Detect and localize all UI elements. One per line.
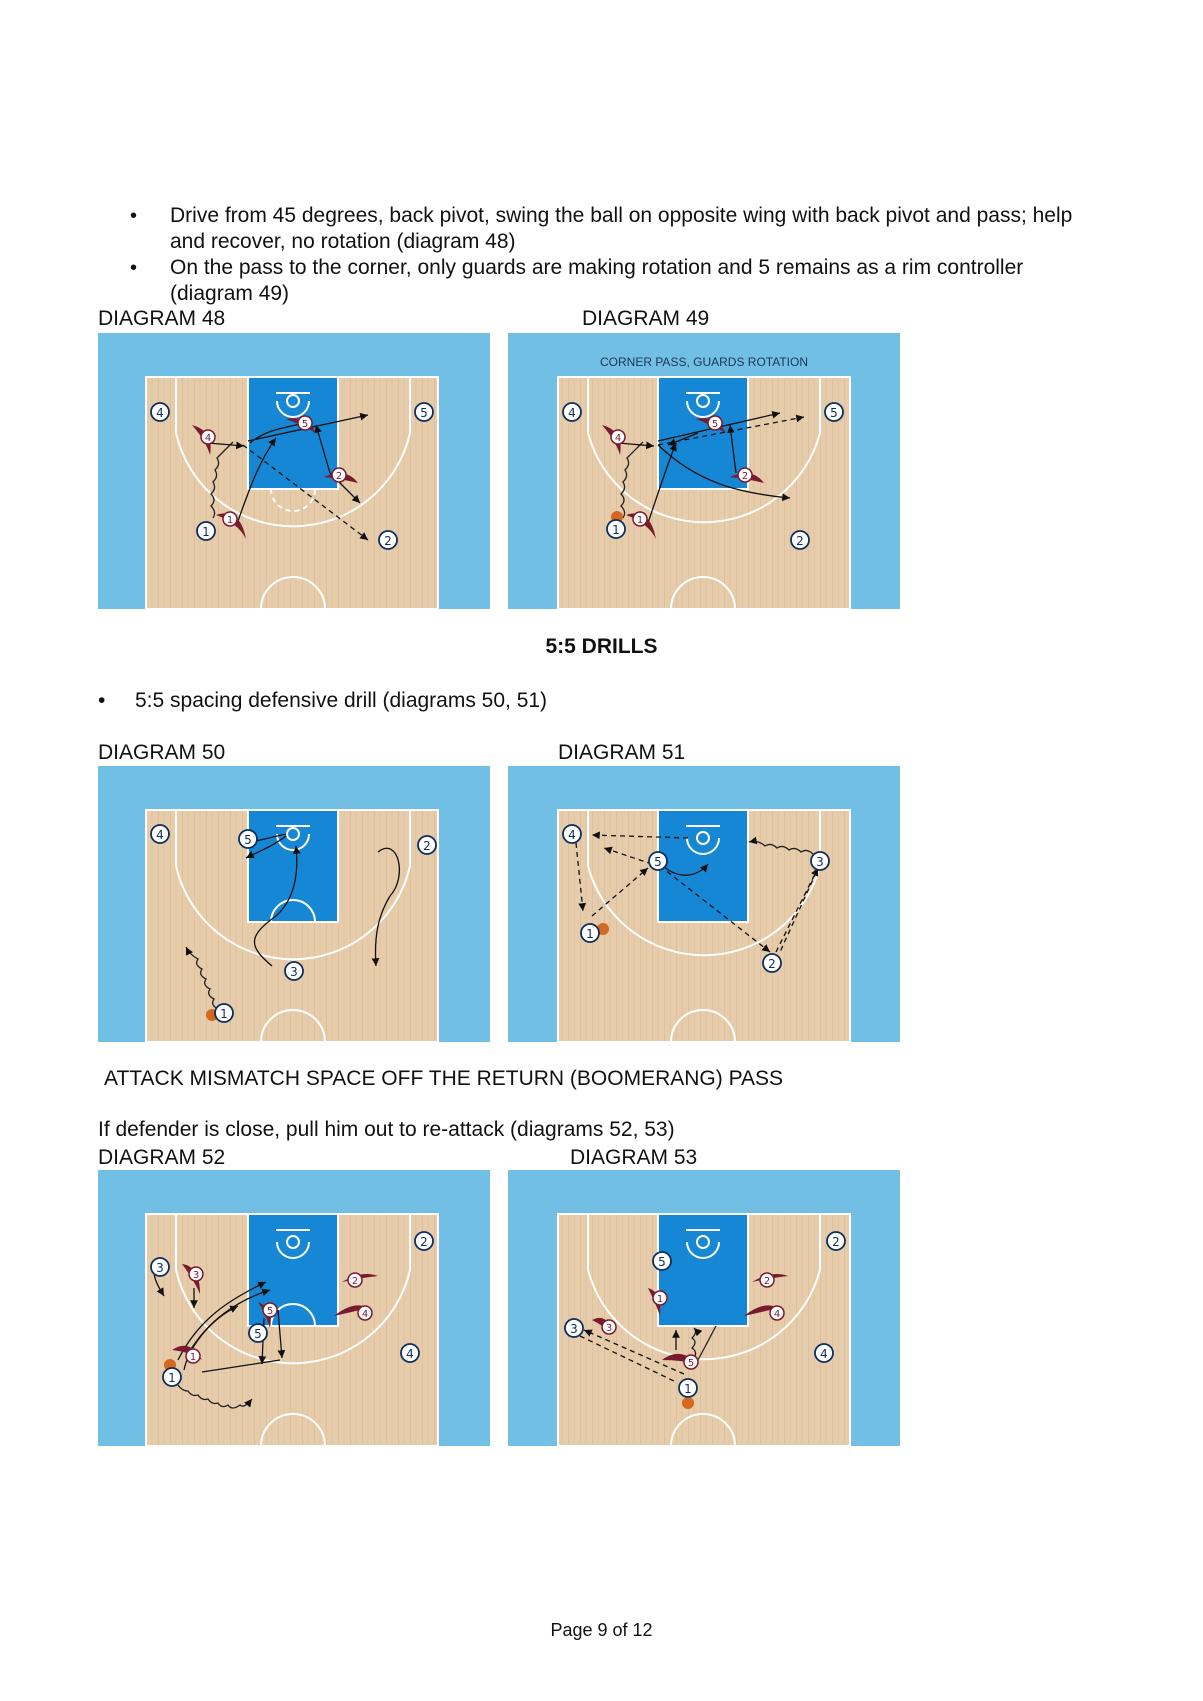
court-diagram <box>98 333 490 609</box>
defender-number: 4 <box>204 433 212 444</box>
diagram-label: DIAGRAM 53 <box>570 1146 698 1169</box>
offense-player: 3 <box>816 855 824 869</box>
offense-player: 5 <box>658 1255 666 1269</box>
offense-player: 4 <box>568 406 576 420</box>
court-diagram <box>508 333 900 609</box>
section-heading: ATTACK MISMATCH SPACE OFF THE RETURN (BOOMERANG) PASS <box>104 1067 784 1090</box>
offense-player: 4 <box>406 1347 414 1361</box>
offense-player: 4 <box>156 406 164 420</box>
defender-number: 3 <box>605 1323 613 1334</box>
offense-player: 3 <box>290 965 298 979</box>
offense-player: 5 <box>654 855 662 869</box>
defender-number: 5 <box>301 419 309 430</box>
offense-player: 1 <box>220 1007 228 1021</box>
defender-number: 1 <box>656 1294 664 1305</box>
defender-number: 4 <box>614 433 622 444</box>
section-title: 5:5 DRILLS <box>545 635 658 658</box>
court-diagram <box>508 1170 900 1446</box>
defender-number: 5 <box>266 1306 274 1317</box>
offense-player: 2 <box>384 534 392 548</box>
defender-number: 2 <box>335 471 343 482</box>
court-diagram <box>508 766 900 1042</box>
offense-player: 1 <box>168 1371 176 1385</box>
offense-player: 2 <box>420 1235 428 1249</box>
offense-player: 4 <box>820 1347 828 1361</box>
offense-player: 1 <box>586 927 594 941</box>
defender-number: 4 <box>361 1309 369 1320</box>
offense-player: 3 <box>570 1322 578 1336</box>
diagram-caption: CORNER PASS, GUARDS ROTATION <box>599 355 809 369</box>
defender-number: 5 <box>687 1358 695 1369</box>
diagram-label: DIAGRAM 50 <box>98 741 226 764</box>
defender-number: 4 <box>773 1309 781 1320</box>
offense-player: 2 <box>796 534 804 548</box>
offense-player: 1 <box>202 525 210 539</box>
defender-number: 2 <box>741 471 749 482</box>
bullet-item: • On the pass to the corner, only guards are making rotation and 5 remains as a rim controller (diagram 49) <box>130 255 1090 307</box>
offense-player: 2 <box>768 957 776 971</box>
diagram-label: DIAGRAM 49 <box>582 307 710 330</box>
offense-player: 3 <box>156 1261 164 1275</box>
defender-number: 3 <box>192 1270 200 1281</box>
drill-bullet: • 5:5 spacing defensive drill (diagrams 50, 51) <box>98 689 547 713</box>
defender-number: 1 <box>636 515 644 526</box>
offense-player: 1 <box>684 1382 692 1396</box>
offense-player: 5 <box>244 833 252 847</box>
offense-player: 4 <box>156 828 164 842</box>
offense-player: 4 <box>568 828 576 842</box>
defender-number: 5 <box>711 419 719 430</box>
offense-player: 5 <box>254 1327 262 1341</box>
offense-player: 2 <box>832 1235 840 1249</box>
page-footer: Page 9 of 12 <box>550 1620 653 1640</box>
offense-player: 5 <box>830 406 838 420</box>
offense-player: 2 <box>423 839 431 853</box>
offense-player: 5 <box>420 406 428 420</box>
defender-number: 2 <box>763 1276 771 1287</box>
bullet-list <box>130 203 1090 307</box>
paragraph: If defender is close, pull him out to re-attack (diagrams 52, 53) <box>98 1118 675 1141</box>
diagram-label: DIAGRAM 48 <box>98 307 226 330</box>
offense-player: 1 <box>612 523 620 537</box>
defender-number: 1 <box>226 515 234 526</box>
defender-number: 2 <box>351 1276 359 1287</box>
bullet-item: • Drive from 45 degrees, back pivot, swing the ball on opposite wing with back pivot and pass; help and recover, no rotation (diagram 48) <box>130 203 1090 255</box>
diagram-label: DIAGRAM 51 <box>558 741 686 764</box>
defender-number: 1 <box>189 1352 197 1363</box>
court-diagram <box>98 766 490 1042</box>
court-diagram <box>98 1170 490 1446</box>
diagram-label: DIAGRAM 52 <box>98 1146 226 1169</box>
